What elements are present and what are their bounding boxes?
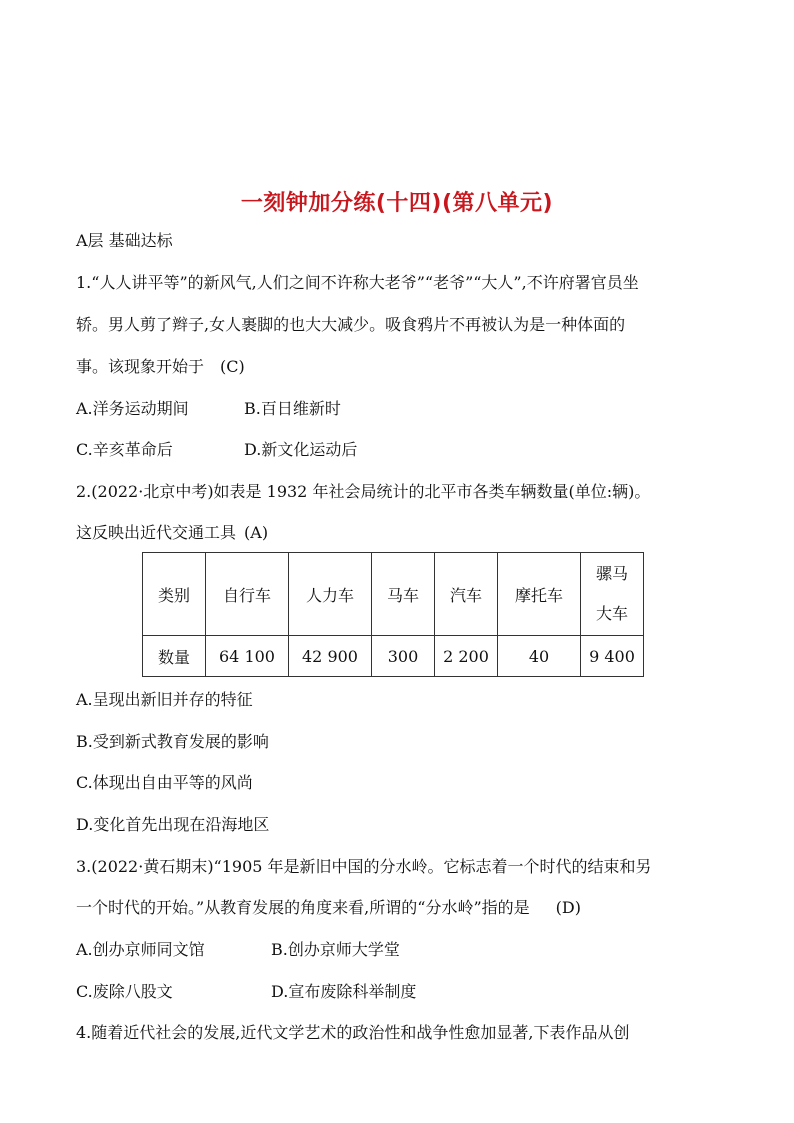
q2-line-1: 2.(2022·北京中考)如表是 1932 年社会局统计的北平市各类车辆数量(单位:辆)。 <box>76 482 651 501</box>
q3-line-1: 3.(2022·黄石期末)“1905 年是新旧中国的分水岭。它标志着一个时代的结束和另 <box>76 857 652 876</box>
q2-option-d: D.变化首先出现在沿海地区 <box>76 815 270 834</box>
table-cell: 64 100 <box>206 636 289 677</box>
table-cell: 42 900 <box>289 636 372 677</box>
vehicle-count-table <box>142 552 644 677</box>
q3-option-d: D.宣布废除科举制度 <box>271 982 417 1001</box>
section-label: A层 基础达标 <box>76 231 173 250</box>
q1-line-3 <box>76 356 726 378</box>
q1-line-2: 轿。男人剪了辫子,女人裹脚的也大大减少。吸食鸦片不再被认为是一种体面的 <box>76 315 626 334</box>
q1-option-a: A.洋务运动期间 <box>76 399 189 418</box>
q2-option-a: A.呈现出新旧并存的特征 <box>76 690 253 709</box>
table-row-label: 类别 <box>143 553 206 636</box>
table-col-car: 汽车 <box>435 553 498 636</box>
q1-option-b: B.百日维新时 <box>244 399 341 418</box>
q3-option-c: C.废除八股文 <box>76 982 173 1001</box>
table-col-cart-line-1: 骡马 <box>595 564 628 583</box>
q3-option-b: B.创办京师大学堂 <box>271 940 400 959</box>
q2-line-2 <box>76 522 726 544</box>
table-col-bicycle: 自行车 <box>206 553 289 636</box>
table-col-motorcycle: 摩托车 <box>498 553 581 636</box>
q1-option-c: C.辛亥革命后 <box>76 440 173 459</box>
table-cell: 300 <box>372 636 435 677</box>
q4-line-1: 4.随着近代社会的发展,近代文学艺术的政治性和战争性愈加显著,下表作品从创 <box>76 1023 630 1042</box>
q2-option-b: B.受到新式教育发展的影响 <box>76 732 269 751</box>
q1-option-d: D.新文化运动后 <box>244 440 358 459</box>
q3-answer: (D) <box>555 898 581 917</box>
table-cell: 2 200 <box>435 636 498 677</box>
table-cell: 9 400 <box>581 636 644 677</box>
q3-line-2 <box>76 897 726 919</box>
q2-answer: (A) <box>244 523 269 542</box>
q2-stem-end: 这反映出近代交通工具 <box>76 523 237 542</box>
q1-line-1: 1.“人人讲平等”的新风气,人们之间不许称大老爷”“老爷”“大人”,不许府署官员坐 <box>76 273 639 292</box>
table-cell: 40 <box>498 636 581 677</box>
table-col-cart <box>581 553 644 636</box>
page-title: 一刻钟加分练(十四)(第八单元) <box>240 191 554 216</box>
table-value-label: 数量 <box>143 636 206 677</box>
q3-stem-end: 一个时代的开始。”从教育发展的角度来看,所谓的“分水岭”指的是 <box>76 898 530 917</box>
table-col-carriage: 马车 <box>372 553 435 636</box>
table-col-cart-line-2: 大车 <box>595 604 628 623</box>
q1-answer: (C) <box>220 357 245 376</box>
q3-option-a: A.创办京师同文馆 <box>76 940 205 959</box>
q1-stem-end: 事。该现象开始于 <box>76 357 205 376</box>
table-value-row <box>143 636 644 677</box>
table-header-row <box>143 553 644 636</box>
q2-option-c: C.体现出自由平等的风尚 <box>76 773 253 792</box>
table-col-rickshaw: 人力车 <box>289 553 372 636</box>
